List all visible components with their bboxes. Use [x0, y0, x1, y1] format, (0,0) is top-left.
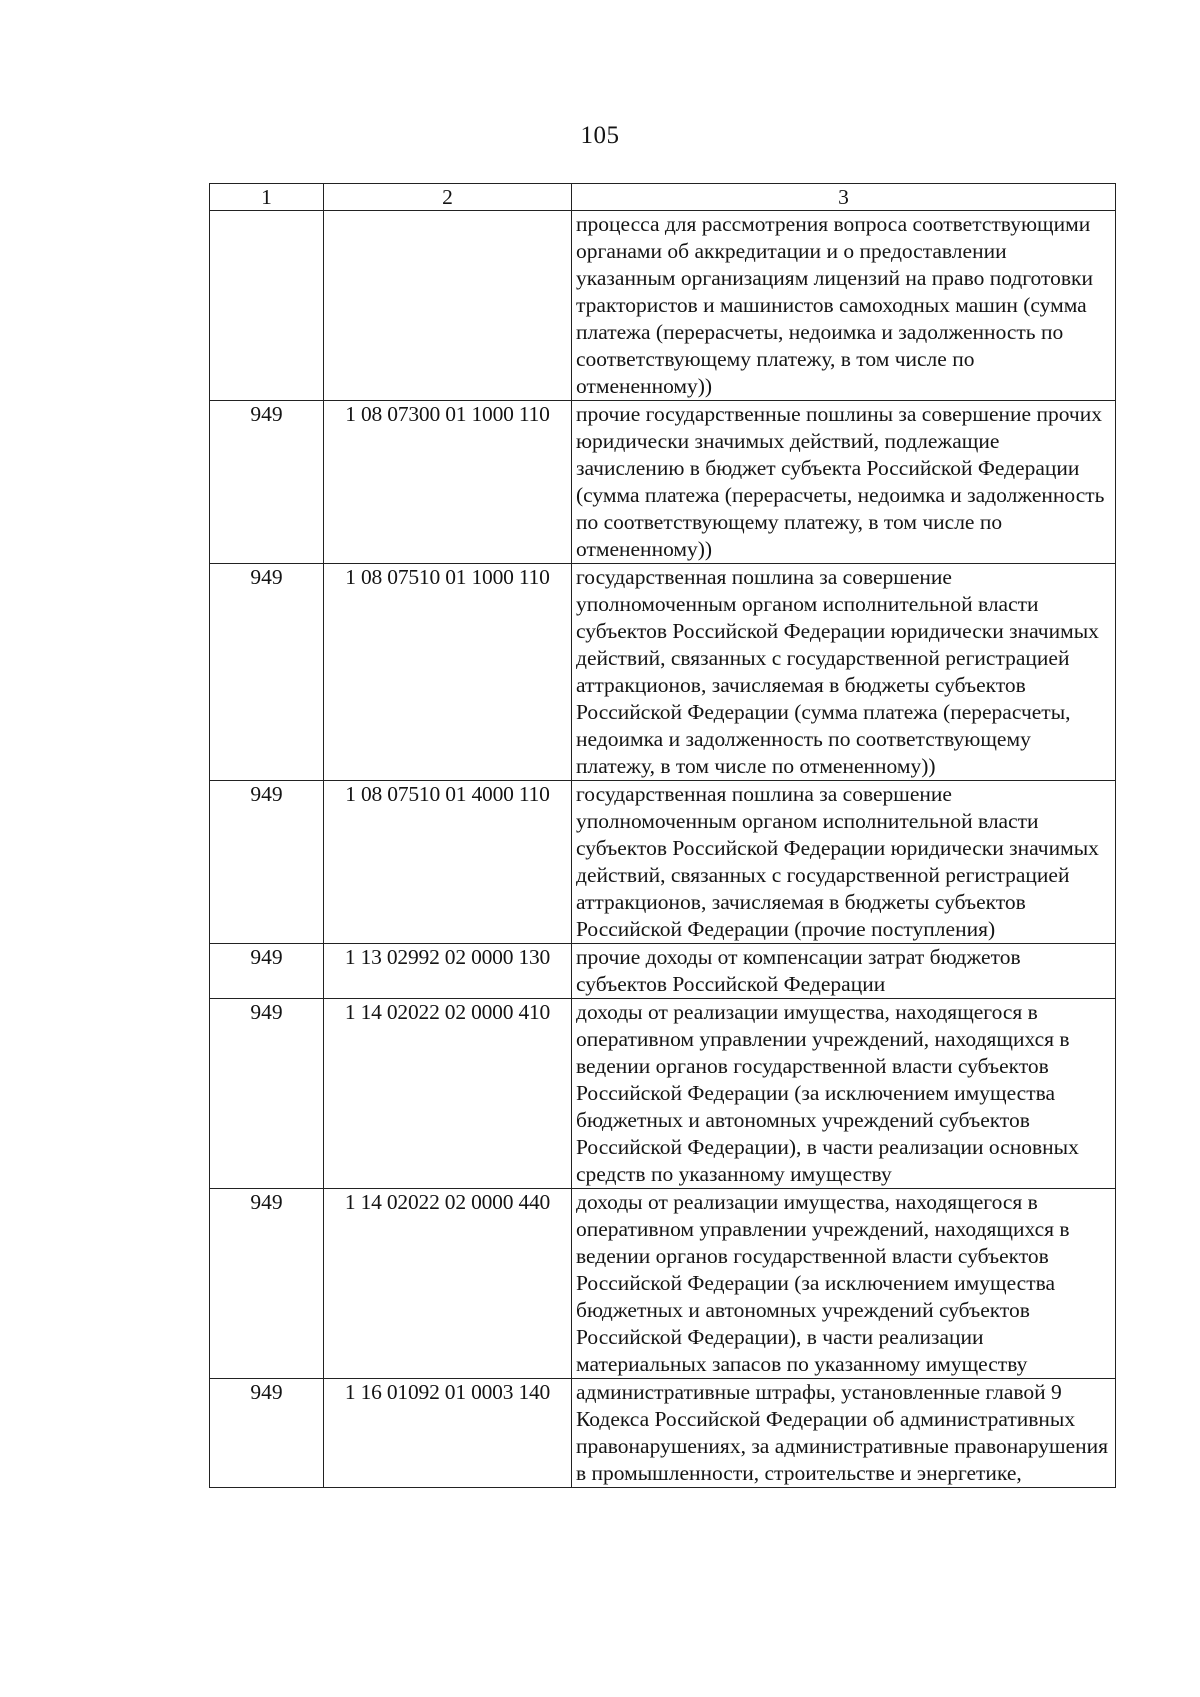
admin-code-cell: 949: [210, 401, 324, 564]
description-cell: доходы от реализации имущества, находящегося в оперативном управлении учреждений, находящихся в ведении органов государственной власти субъектов Российской Федерации (за исключением имущества бюджетных и автономных учреждений субъектов Российской Федерации), в части реализации основных средств по указанному имуществу: [572, 999, 1116, 1189]
budget-code-cell: 1 16 01092 01 0003 140: [324, 1379, 572, 1488]
description-cell: процесса для рассмотрения вопроса соответствующими органами об аккредитации и о предоставлении указанным организациям лицензий на право подготовки трактористов и машинистов самоходных машин (сумма платежа (перерасчеты, недоимка и задолженность по соответствующему платежу, в том числе по отмененному)): [572, 211, 1116, 401]
revenue-codes-table: [209, 183, 1116, 1488]
table-row: [210, 564, 1116, 781]
table-row: [210, 1189, 1116, 1379]
column-header-1: 1: [210, 184, 324, 211]
description-cell: прочие доходы от компенсации затрат бюджетов субъектов Российской Федерации: [572, 944, 1116, 999]
admin-code-cell: [210, 211, 324, 401]
page-number: 105: [580, 122, 620, 149]
table-row: [210, 211, 1116, 401]
admin-code-cell: 949: [210, 564, 324, 781]
budget-code-cell: 1 13 02992 02 0000 130: [324, 944, 572, 999]
description-cell: административные штрафы, установленные главой 9 Кодекса Российской Федерации об административных правонарушениях, за административные правонарушения в промышленности, строительстве и энергетике,: [572, 1379, 1116, 1488]
admin-code-cell: 949: [210, 999, 324, 1189]
budget-code-cell: 1 08 07300 01 1000 110: [324, 401, 572, 564]
description-cell: государственная пошлина за совершение уполномоченным органом исполнительной власти субъектов Российской Федерации юридически значимых действий, связанных с государственной регистрацией аттракционов, зачисляемая в бюджеты субъектов Российской Федерации (прочие поступления): [572, 781, 1116, 944]
budget-code-cell: 1 14 02022 02 0000 440: [324, 1189, 572, 1379]
admin-code-cell: 949: [210, 1189, 324, 1379]
description-cell: государственная пошлина за совершение уполномоченным органом исполнительной власти субъектов Российской Федерации юридически значимых действий, связанных с государственной регистрацией аттракционов, зачисляемая в бюджеты субъектов Российской Федерации (сумма платежа (перерасчеты, недоимка и задолженность по соответствующему платежу, в том числе по отмененному)): [572, 564, 1116, 781]
column-header-2: 2: [324, 184, 572, 211]
table-row: [210, 944, 1116, 999]
column-header-3: 3: [572, 184, 1116, 211]
description-cell: доходы от реализации имущества, находящегося в оперативном управлении учреждений, находящихся в ведении органов государственной власти субъектов Российской Федерации (за исключением имущества бюджетных и автономных учреждений субъектов Российской Федерации), в части реализации материальных запасов по указанному имуществу: [572, 1189, 1116, 1379]
description-cell: прочие государственные пошлины за совершение прочих юридически значимых действий, подлежащие зачислению в бюджет субъекта Российской Федерации (сумма платежа (перерасчеты, недоимка и задолженность по соответствующему платежу, в том числе по отмененному)): [572, 401, 1116, 564]
table-header-row: [210, 184, 1116, 211]
admin-code-cell: 949: [210, 781, 324, 944]
admin-code-cell: 949: [210, 1379, 324, 1488]
budget-code-cell: 1 14 02022 02 0000 410: [324, 999, 572, 1189]
budget-code-cell: 1 08 07510 01 1000 110: [324, 564, 572, 781]
admin-code-cell: 949: [210, 944, 324, 999]
budget-code-cell: 1 08 07510 01 4000 110: [324, 781, 572, 944]
budget-code-cell: [324, 211, 572, 401]
table-row: [210, 781, 1116, 944]
table-row: [210, 999, 1116, 1189]
table-row: [210, 1379, 1116, 1488]
table-row: [210, 401, 1116, 564]
